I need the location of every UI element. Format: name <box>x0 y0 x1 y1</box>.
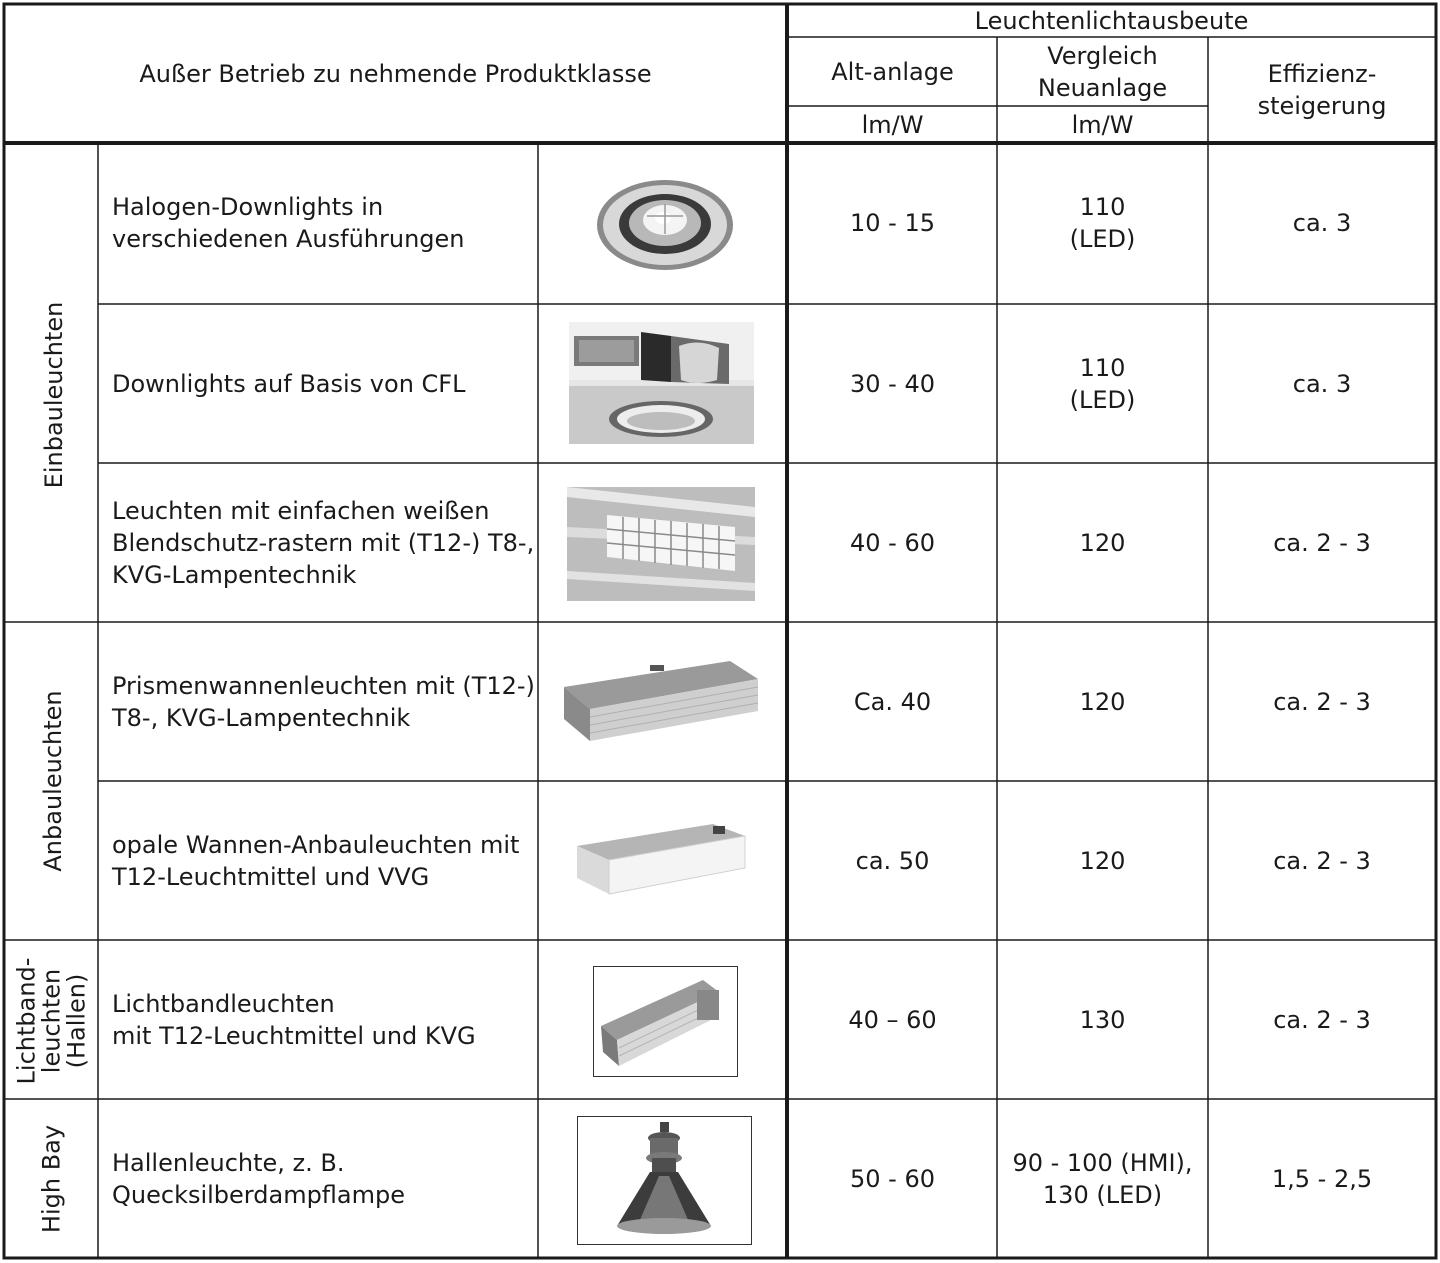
row-description-line: Hallenleuchte, z. B. <box>112 1149 345 1177</box>
row-description-line: Prismenwannenleuchten mit (T12-) <box>112 672 535 700</box>
row-description-line: Blendschutz-rastern mit (T12-) T8-, <box>112 529 535 557</box>
row-description <box>112 145 536 301</box>
row-alt-anlage-value: 30 - 40 <box>850 370 935 398</box>
row-effizienz-value: ca. 2 - 3 <box>1273 1006 1371 1034</box>
row-description <box>112 624 536 780</box>
row-description-line: Leuchten mit einfachen weißen <box>112 497 490 525</box>
row-effizienz-value: ca. 3 <box>1292 209 1352 237</box>
category-lichtband-line1: Lichtband- <box>12 957 40 1085</box>
row-neuanlage-value <box>998 624 1207 780</box>
row-neuanlage-line: 120 <box>1079 847 1126 875</box>
row-description-line: verschiedenen Ausführungen <box>112 225 465 253</box>
row-neuanlage-value <box>998 942 1207 1098</box>
header-product-class: Außer Betrieb zu nehmende Produktklasse <box>139 59 652 88</box>
row-neuanlage-line: 130 (LED) <box>1042 1181 1163 1209</box>
row-description-line: Downlights auf Basis von CFL <box>112 370 466 398</box>
row-description-line: T12-Leuchtmittel und VVG <box>112 863 430 891</box>
category-lichtbandleuchten <box>11 942 93 1101</box>
row-neuanlage-value <box>998 783 1207 939</box>
row-description <box>112 783 536 939</box>
row-description-line: Lichtbandleuchten <box>112 990 335 1018</box>
row-neuanlage-line: 90 - 100 (HMI), <box>1012 1149 1193 1177</box>
category-einbauleuchten: Einbauleuchten <box>40 301 68 489</box>
row-description-line: opale Wannen-Anbauleuchten mit <box>112 831 520 859</box>
row-effizienz-value: ca. 2 - 3 <box>1273 688 1371 716</box>
row-description-line: mit T12-Leuchtmittel und KVG <box>112 1022 476 1050</box>
row-neuanlage-line: 120 <box>1079 529 1126 557</box>
row-neuanlage-value <box>998 306 1207 462</box>
header-vergleich-line2: Neuanlage <box>1037 73 1168 102</box>
halogen-downlight-image <box>595 178 735 272</box>
category-lichtband-line3: (Hallen) <box>62 973 90 1069</box>
row-effizienz-value: 1,5 - 2,5 <box>1271 1165 1373 1193</box>
row-description <box>112 942 536 1098</box>
row-neuanlage-line: 110 <box>1079 354 1126 382</box>
header-alt-anlage: Alt-anlage <box>831 57 954 86</box>
lightband-luminaire-image <box>593 966 738 1077</box>
row-description-line: Quecksilberdampflampe <box>112 1181 406 1209</box>
row-description <box>112 306 536 462</box>
row-alt-anlage-value: ca. 50 <box>855 847 930 875</box>
row-neuanlage-value <box>998 465 1207 621</box>
prismatic-luminaire-image <box>560 657 762 747</box>
category-high-bay: High Bay <box>37 1124 66 1234</box>
row-neuanlage-line: 120 <box>1079 688 1126 716</box>
row-alt-anlage-value: Ca. 40 <box>853 688 932 716</box>
header-vergleich-line1: Vergleich <box>1047 41 1158 70</box>
header-group-lichtausbeute: Leuchtenlichtausbeute <box>974 7 1249 35</box>
category-lichtband-line2: leuchten <box>37 968 65 1074</box>
row-neuanlage-value <box>998 1101 1207 1257</box>
row-neuanlage-line: 110 <box>1079 193 1126 221</box>
header-unit-alt: lm/W <box>861 110 924 139</box>
row-description-line: T8-, KVG-Lampentechnik <box>112 704 411 732</box>
row-description-line: KVG-Lampentechnik <box>112 561 357 589</box>
row-alt-anlage-value: 40 – 60 <box>848 1006 937 1034</box>
header-effizienz-line2: steigerung <box>1257 92 1387 120</box>
row-effizienz-value: ca. 2 - 3 <box>1273 847 1371 875</box>
header-effizienz-line1: Effizienz- <box>1267 60 1377 88</box>
row-neuanlage-value <box>998 145 1207 301</box>
highbay-lamp-image <box>577 1116 752 1245</box>
louvre-luminaire-image <box>567 487 755 601</box>
row-effizienz-value: ca. 2 - 3 <box>1273 529 1371 557</box>
header-vergleich-neuanlage <box>998 38 1207 105</box>
row-neuanlage-line: 130 <box>1079 1006 1126 1034</box>
cfl-downlight-image <box>569 322 754 444</box>
opal-luminaire-image <box>573 822 749 898</box>
row-description-line: Halogen-Downlights in <box>112 193 384 221</box>
header-unit-neu: lm/W <box>1071 110 1134 139</box>
row-alt-anlage-value: 10 - 15 <box>850 209 935 237</box>
header-effizienz <box>1209 38 1435 142</box>
category-anbauleuchten: Anbauleuchten <box>39 690 67 872</box>
row-neuanlage-line: (LED) <box>1069 386 1136 414</box>
row-effizienz-value: ca. 3 <box>1292 370 1352 398</box>
row-alt-anlage-value: 40 - 60 <box>850 529 935 557</box>
row-alt-anlage-value: 50 - 60 <box>850 1165 935 1193</box>
row-neuanlage-line: (LED) <box>1069 225 1136 253</box>
row-description <box>112 1101 536 1257</box>
row-description <box>112 465 536 621</box>
